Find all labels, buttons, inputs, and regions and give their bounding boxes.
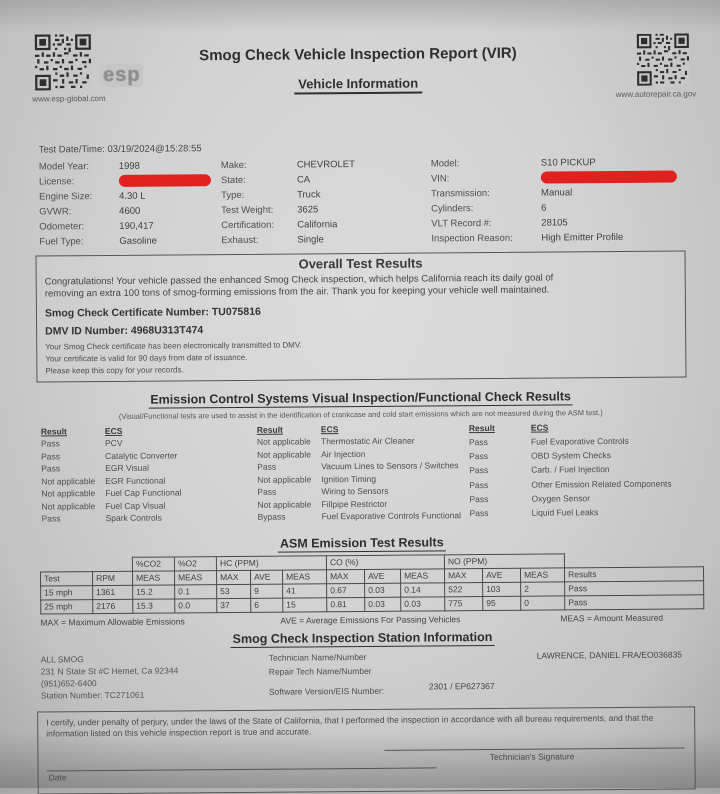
date-line	[47, 767, 437, 771]
dmv-id-number: DMV ID Number: 4968U313T474	[45, 324, 204, 338]
autorepair-url: www.autorepair.ca.gov	[615, 89, 697, 99]
certificate-number: Smog Check Certificate Number: TU075816	[44, 305, 261, 320]
keep-copy-note: Please keep this copy for your records.	[45, 365, 184, 376]
station-number: Station Number: TC271061	[40, 689, 145, 701]
signature-label: Technician's Signature	[489, 750, 575, 762]
qr-code-icon	[34, 34, 92, 90]
asm-row-25mph: 25 mph 2176 15.3 0.0 37 6 15 0.81 0.03 0.03 775 95 0 Pass	[41, 594, 704, 613]
ecs-results-table	[41, 420, 702, 525]
signature-line	[384, 747, 684, 750]
software-label: Software Version/EIS Number:	[268, 685, 385, 697]
overall-results-heading: Overall Test Results	[298, 255, 423, 272]
vehicle-row: Engine Size: 4.30 L Type: Truck Transmission: Manual	[39, 187, 573, 203]
ecs-section-subtitle: (Visual/Functional tests are used to assist in the identification of crankcase and cold start emissions which are not measured during the ASM test.)	[118, 407, 603, 421]
certification-statement: I certify, under penalty of perjury, under the laws of the State of California, that I performed the inspection in accordance with all bureau requirements, and that the information listed on this vehicle inspection report is true and accurate.	[46, 712, 654, 738]
ecs-column-3: Result ECS Pass Fuel Evaporative Controls Pass OBD System Checks Pass Carb. / Fuel Injection Pass Other Emission Related Components Pass Oxygen Sensor Pass Liquid Fuel Leaks	[468, 422, 672, 519]
station-name: ALL SMOG	[40, 653, 84, 665]
test-datetime: Test Date/Time: 03/19/2024@15:28:55	[38, 143, 202, 156]
ecs-column-1: Result ECS Pass PCV Pass Catalytic Converter Pass EGR Visual Not applicable EGR Functional Not applicable Fuel Cap Functional Not applicable Fuel Cap Visual Pass Spark Controls	[40, 425, 182, 524]
report-header	[8, 0, 709, 141]
date-label: Date	[48, 771, 67, 782]
vin-redaction	[541, 171, 677, 184]
ecs-column-2: Result ECS Not applicable Thermostatic Air Cleaner Not applicable Air Injection Pass Vacuum Lines to Sensors / Switches Not applicable Ignition Timing Pass Wiring to Sensors Not applicable Fillpipe Restrictor Bypass Fuel Evaporative Controls Functional	[256, 423, 461, 522]
overall-test-results-box	[36, 250, 687, 382]
pass-message: Congratulations! Your vehicle passed the enhanced Smog Check inspection, which helps California reach its daily goal of removing an extra 100 tons of smog-forming emissions from the air. Thank you for keeping your vehicle well maintained.	[44, 272, 554, 300]
asm-header-row: Test RPM MEAS MEAS MAX AVE MEAS MAX AVE MEAS MAX AVE MEAS Results	[40, 566, 703, 585]
technician-label: Technician Name/Number	[268, 651, 367, 663]
report-title: Smog Check Vehicle Inspection Report (VIR)	[199, 44, 517, 65]
validity-note: Your certificate is valid for 90 days from date of issuance.	[45, 352, 248, 364]
vehicle-info-grid	[39, 154, 690, 249]
license-redaction	[119, 175, 211, 188]
station-address: 231 N State St #C Hemet, Ca 92344	[40, 664, 179, 677]
legend-max: MAX = Maximum Allowable Emissions	[40, 615, 185, 628]
vehicle-row: Odometer: 190,417 Certification: California VLT Record #: 28105	[39, 217, 568, 233]
asm-emission-table	[40, 552, 704, 614]
group-o2: %O2	[174, 556, 216, 570]
vehicle-row: Model Year: 1998 Make: CHEVROLET Model: S10 PICKUP	[38, 157, 596, 173]
legend-ave: AVE = Average Emissions For Passing Vehicles	[280, 613, 461, 626]
vehicle-row: License: State: CA VIN:	[39, 169, 689, 189]
technician-value: LAWRENCE, DANIEL FRA/EO036835	[536, 648, 683, 661]
vehicle-information-heading: Vehicle Information	[294, 76, 422, 95]
vehicle-row: GVWR: 4600 Test Weight: 3625 Cylinders: 6	[39, 202, 547, 218]
group-hc: HC (PPM)	[216, 555, 326, 570]
asm-row-15mph: 15 mph 1361 15.2 0.1 53 9 41 0.67 0.03 0.14 522 103 2 Pass	[41, 580, 704, 599]
station-section-heading: Smog Check Inspection Station Information	[231, 629, 495, 647]
esp-url: www.esp-global.com	[32, 93, 106, 104]
station-info-block	[41, 648, 713, 701]
esp-logo: esp	[100, 64, 144, 87]
software-value: 2301 / EP627367	[428, 680, 495, 691]
repair-tech-label: Repair Tech Name/Number	[268, 665, 372, 677]
group-co2: %CO2	[132, 556, 174, 570]
smog-check-report-page	[8, 0, 714, 794]
station-phone: (951)652-6400	[40, 677, 97, 689]
legend-meas: MEAS = Amount Measured	[560, 612, 664, 623]
vehicle-row: Fuel Type: Gasoline Exhaust: Single Inspection Reason: High Emitter Profile	[39, 231, 624, 248]
group-no: NO (PPM)	[444, 553, 564, 568]
qr-code-icon	[636, 33, 690, 85]
ecs-section-heading: Emission Control Systems Visual Inspection/Functional Check Results	[148, 389, 573, 408]
certification-box	[37, 706, 696, 794]
group-co: CO (%)	[326, 554, 444, 569]
asm-legend	[40, 612, 684, 627]
asm-section-heading: ASM Emission Test Results	[278, 535, 446, 552]
dmv-transmitted-note: Your Smog Check certificate has been electronically transmitted to DMV.	[45, 340, 302, 352]
